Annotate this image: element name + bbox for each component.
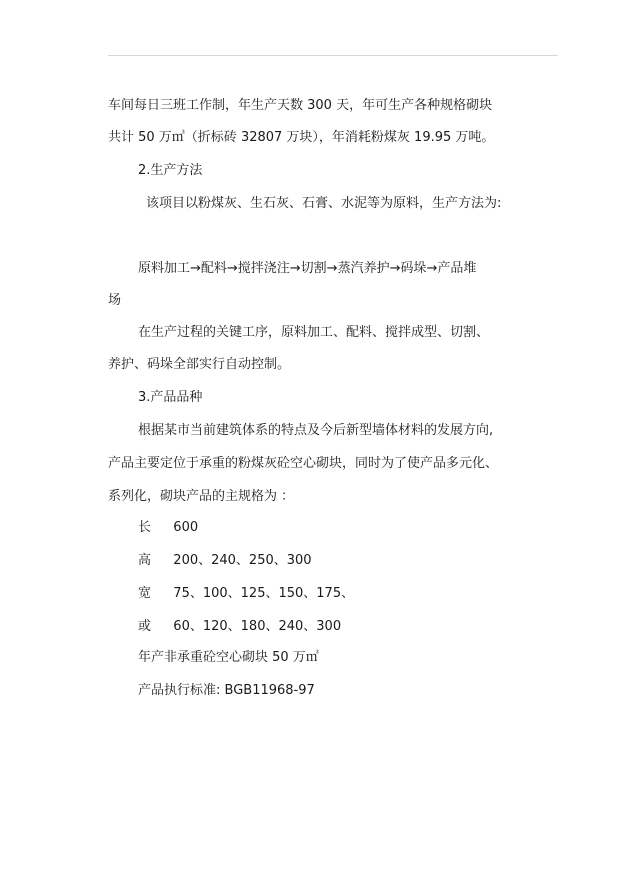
spec-value: 200、240、250、300 [173,553,312,568]
spec-label: 宽 [138,586,152,601]
paragraph-1-line-2: 共计 50 万㎥（折标砖 32807 万块），年消耗粉煤灰 19.95 万吨。 [108,130,495,145]
paragraph-4-line-2: 产品主要定位于承重的粉煤灰砼空心砌块，同时为了使产品多元化、 [108,456,499,471]
spec-value: 75、100、125、150、175、 [173,586,355,601]
spec-value: 60、120、180、240、300 [173,619,342,634]
spec-row-width [138,586,354,602]
paragraph-4-line-1: 根据某市当前建筑体系的特点及今后新型墙体材料的发展方向, [138,423,494,438]
spec-row-length [138,520,198,536]
spec-label: 高 [138,553,152,568]
product-standard: 产品执行标准: BGB11968-97 [138,683,315,698]
process-flow-line-1: 原料加工→配料→搅拌浇注→切割→蒸汽养护→码垛→产品堆 [138,261,477,276]
annual-output: 年产非承重砼空心砌块 50 万㎥ [138,650,319,665]
header-rule [108,55,558,56]
process-flow-line-2: 场 [108,293,122,308]
paragraph-3-line-2: 养护、码垛全部实行自动控制。 [108,357,291,372]
paragraph-4-line-3: 系列化，砌块产品的主规格为 ： [108,489,295,504]
paragraph-3-line-1: 在生产过程的关键工序，原料加工、配料、搅拌成型、切割、 [138,325,490,340]
spec-label: 或 [138,619,152,634]
spec-row-height [138,553,312,569]
paragraph-2: 该项目以粉煤灰、生石灰、石膏、水泥等为原料，生产方法为: [146,196,502,211]
spec-value: 600 [173,520,199,535]
spec-label: 长 [138,520,152,535]
section-heading-product-types: 3.产品品种 [138,390,203,405]
spec-row-alternative [138,619,341,635]
section-heading-production-method: 2.生产方法 [138,163,203,178]
paragraph-1-line-1: 车间每日三班工作制，年生产天数 300 天，年可生产各种规格砌块 [108,98,493,113]
